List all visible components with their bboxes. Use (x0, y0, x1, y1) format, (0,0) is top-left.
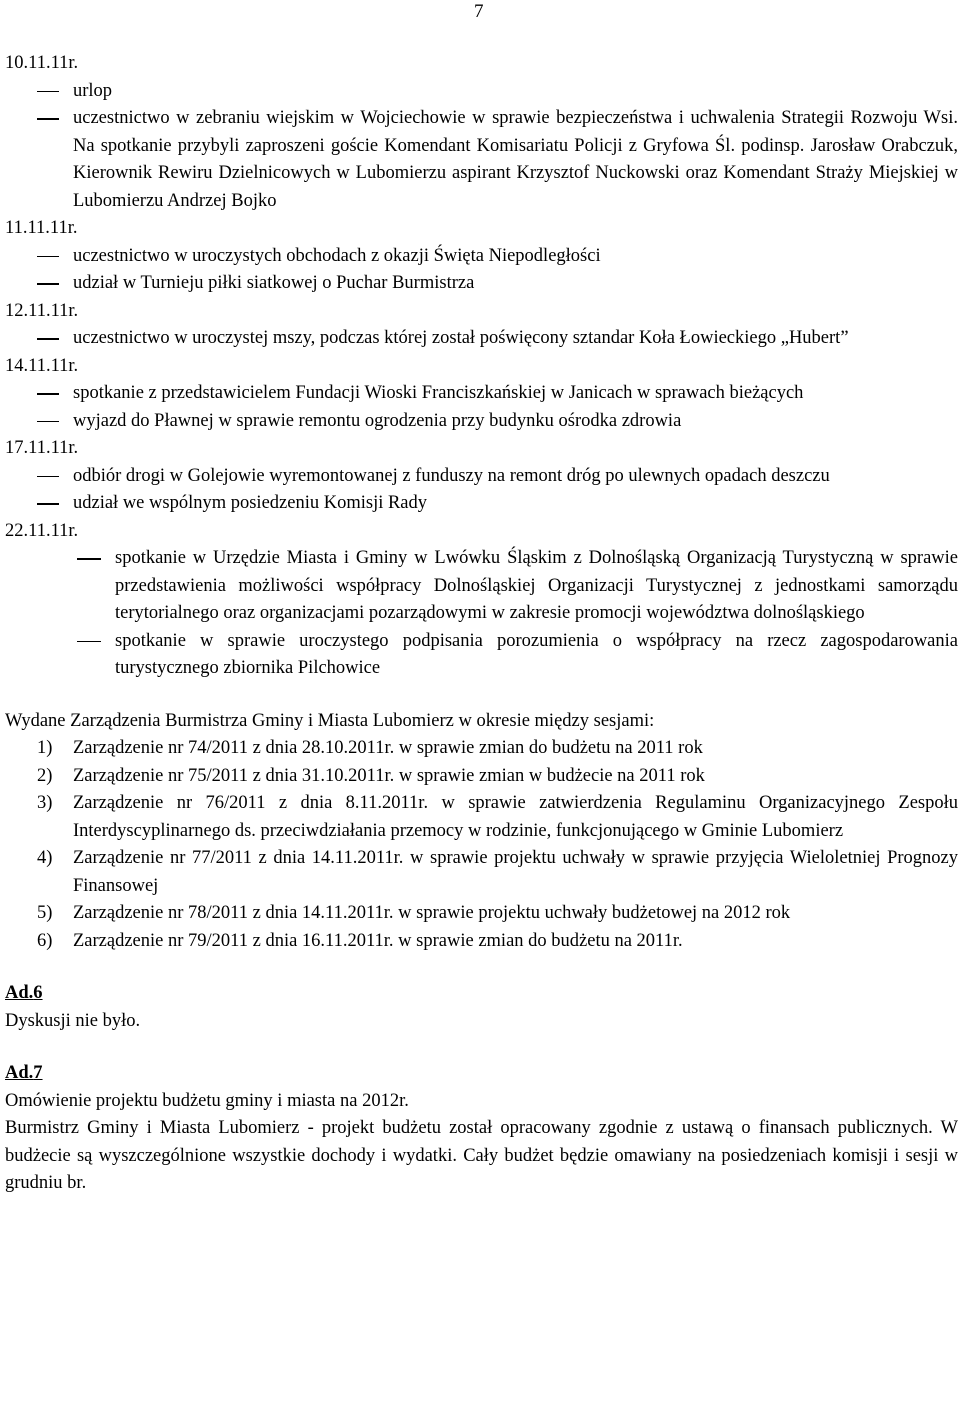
order-number: 2) (37, 765, 53, 786)
order-item (5, 735, 958, 763)
entry-item: uczestnictwo w uroczystej mszy, podczas której został poświęcony sztandar Koła Łowieckiego „Hubert” (5, 325, 958, 353)
order-text: Zarządzenie nr 74/2011 z dnia 28.10.2011r. w sprawie zmian do budżetu na 2011 rok (73, 738, 703, 758)
orders-heading: Wydane Zarządzenia Burmistrza Gminy i Miasta Lubomierz w okresie między sesjami: (5, 710, 655, 731)
order-item (5, 845, 958, 900)
ad6-number: 6 (33, 983, 43, 1003)
order-item (5, 928, 958, 956)
entry-item: udział we wspólnym posiedzeniu Komisji Rady (5, 490, 958, 518)
ad7-title: Omówienie projektu budżetu gminy i miasta na 2012r. (5, 1090, 409, 1111)
entry-item: spotkanie z przedstawicielem Fundacji Wioski Franciszkańskiej w Janicach w sprawach bieżących (5, 380, 958, 408)
activity-entry (5, 50, 958, 215)
activity-entry (5, 298, 958, 353)
ad6-text: Dyskusji nie było. (5, 1010, 141, 1031)
order-text: Zarządzenie nr 76/2011 z dnia 8.11.2011r. w sprawie zatwierdzenia Regulaminu Organizacyjnego Zespołu Interdyscyplinarnego ds. przeciwdziałania przemocy w rodzinie, funkcjonującego w Gminie Lubomierz (73, 793, 958, 841)
ad7-text: Burmistrz Gminy i Miasta Lubomierz - projekt budżetu został opracowany zgodnie z ustawą o finansach publicznych. W budżecie są wyszczególnione wszystkie dochody i wydatki. Cały budżet będzie omawiany na posiedzeniach komisji i sesji w grudniu br. (5, 1118, 958, 1193)
ad7-number: 7 (33, 1063, 43, 1083)
entry-date: 11.11.11r. (5, 218, 78, 238)
section-ad7 (5, 1060, 958, 1198)
activity-log (5, 50, 958, 683)
orders-section (5, 708, 958, 956)
activity-entry (5, 518, 958, 683)
activity-entry (5, 435, 958, 518)
order-number: 3) (37, 793, 53, 813)
entry-item: spotkanie w sprawie uroczystego podpisania porozumienia o współpracy na rzecz zagospodarowania turystycznego zbiornika Pilchowice (5, 628, 958, 683)
ad7-heading (5, 1060, 958, 1088)
document-content (5, 50, 958, 1198)
ad6-heading (5, 980, 958, 1008)
entry-item: spotkanie w Urzędzie Miasta i Gminy w Lwówku Śląskim z Dolnośląską Organizacją Turystyczną w sprawie przedstawienia możliwości współpracy Dolnośląskiej Organizacji Turystycznej z jednostkami samorządu terytorialnego oraz organizacjami pozarządowymi w zakresie promocji województwa dolnośląskiego (5, 545, 958, 628)
order-number: 6) (37, 930, 53, 951)
entry-date: 10.11.11r. (5, 53, 79, 73)
order-number: 5) (37, 903, 53, 923)
ad7-label: Ad. (5, 1063, 34, 1083)
order-item (5, 763, 958, 791)
entry-item: uczestnictwo w uroczystych obchodach z okazji Święta Niepodległości (5, 243, 958, 271)
order-text: Zarządzenie nr 75/2011 z dnia 31.10.2011r. w sprawie zmian w budżecie na 2011 rok (73, 765, 705, 786)
entry-date: 12.11.11r. (5, 300, 79, 321)
activity-entry (5, 215, 958, 298)
order-text: Zarządzenie nr 77/2011 z dnia 14.11.2011r. w sprawie projektu uchwały w sprawie przyjęcia Wieloletniej Prognozy Finansowej (73, 848, 958, 896)
order-item (5, 900, 958, 928)
orders-list (5, 735, 958, 955)
order-text: Zarządzenie nr 79/2011 z dnia 16.11.2011r. w sprawie zmian do budżetu na 2011r. (73, 930, 683, 951)
entry-item: udział w Turnieju piłki siatkowej o Puchar Burmistrza (5, 270, 958, 298)
order-number: 4) (37, 848, 53, 868)
entry-date: 22.11.11r. (5, 520, 79, 541)
section-ad6 (5, 980, 958, 1035)
order-item (5, 790, 958, 845)
page-number: 7 (474, 1, 484, 22)
order-text: Zarządzenie nr 78/2011 z dnia 14.11.2011r. w sprawie projektu uchwały budżetowej na 2012 rok (73, 903, 791, 923)
entry-date: 17.11.11r. (5, 438, 79, 458)
entry-item: uczestnictwo w zebraniu wiejskim w Wojciechowie w sprawie bezpieczeństwa i uchwalenia Strategii Rozwoju Wsi. Na spotkanie przybyli zaproszeni goście Komendant Komisariatu Policji z Gryfowa Śl. podinsp. Jarosław Orabczuk, Kierownik Rewiru Dzielnicowych w Lubomierzu aspirant Krzysztof Nuckowski oraz Komendant Straży Miejskiej w Lubomierzu Andrzej Bojko (5, 105, 958, 215)
entry-item: wyjazd do Pławnej w sprawie remontu ogrodzenia przy budynku ośrodka zdrowia (5, 408, 958, 436)
entry-item: odbiór drogi w Golejowie wyremontowanej z funduszy na remont dróg po ulewnych opadach deszczu (5, 463, 958, 491)
order-number: 1) (37, 738, 53, 758)
activity-entry (5, 353, 958, 436)
entry-item: urlop (5, 78, 958, 106)
ad6-label: Ad. (5, 983, 34, 1003)
entry-date: 14.11.11r. (5, 355, 79, 376)
